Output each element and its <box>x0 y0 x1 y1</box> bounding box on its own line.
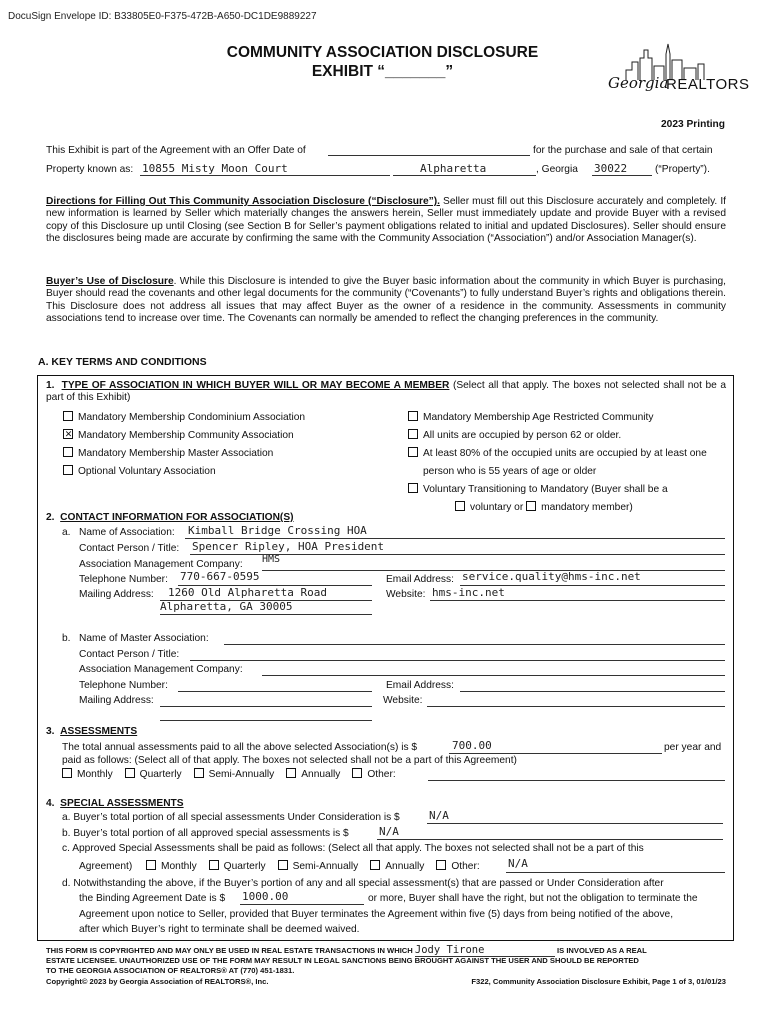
contact-value: Spencer Ripley, HOA President <box>192 540 385 553</box>
master-web-label: Website: <box>383 695 423 706</box>
mgmt-value: HMS <box>262 554 281 565</box>
checkbox-label: Quarterly <box>223 861 266 872</box>
city-line[interactable] <box>393 175 536 176</box>
item2-heading-block <box>46 512 294 523</box>
association-option-right-0[interactable] <box>408 412 653 423</box>
checkbox-icon[interactable] <box>408 411 418 421</box>
checkbox-icon[interactable] <box>63 411 73 421</box>
association-option-right-3[interactable] <box>408 484 668 495</box>
directions-paragraph <box>46 196 726 246</box>
association-option-left-1[interactable] <box>63 430 294 441</box>
assessment-amount-field[interactable] <box>449 753 662 754</box>
directions-heading: Directions for Filling Out This Community Association Disclosure (“Disclosure”). <box>46 196 440 207</box>
contact-label: Contact Person / Title: <box>79 543 180 554</box>
checkbox-label: Other: <box>451 861 480 872</box>
email-label: Email Address: <box>386 574 454 585</box>
web-field[interactable] <box>430 600 725 601</box>
checkbox-icon[interactable] <box>194 768 204 778</box>
offer-date-label: This Exhibit is part of the Agreement with an Offer Date of <box>46 145 306 156</box>
checkbox-label: Semi-Annually <box>292 861 359 872</box>
buyers-use-text: . While this Disclosure is intended to give the Buyer basic information about the community in which Buyer is purchasing, Buyer should read the covenants and other legal documents for the community (“Covenants”) to fully understand Buyer’s rights and obligations therein. This Disclosure does not address all issues that may affect Buyer as the owner of a residence in the community. Assessments in community associations tend to increase over time. The Covenants can normally be amended to reflect the changing preferences in the community. <box>46 276 727 325</box>
assessment-text: The total annual assessments paid to all the above selected Association(s) is $ <box>62 742 418 753</box>
per-year-text: per year and <box>664 742 722 753</box>
item4-heading-block <box>46 798 184 809</box>
special-d-text-1: d. Notwithstanding the above, if the Buyer’s portion of any and all special assessment(s) that are passed or Under Consideration after <box>62 878 664 889</box>
mail-field-2[interactable] <box>160 614 372 615</box>
special-option-1[interactable] <box>209 861 266 872</box>
special-option-2[interactable] <box>278 861 359 872</box>
checkbox-label: voluntary or <box>470 502 524 513</box>
email-value: service.quality@hms-inc.net <box>462 570 641 583</box>
assessment-paid-text: paid as follows: (Select all of that apply. The boxes not selected shall not be a part of this Agreement) <box>62 755 517 766</box>
directions-text: Seller must fill out this Disclosure accurately and completely. If new information is learned by Seller which materially changes the answers herein, Seller must immediately update and provide Buyer with a revised copy of this Disclosure up until Closing (see Section B for Seller’s payment obligations related to initial and updated Disclosures). Seller should ensure the disclosures being made are accurate by confirming the same with the Community Association (“Association”) and/or Association Manager(s). <box>46 196 726 245</box>
special-a-text: a. Buyer’s total portion of all special assessments Under Consideration is $ <box>62 812 400 823</box>
checkbox-icon[interactable] <box>62 768 72 778</box>
age-option-continuation: person who is 55 years of age or older <box>423 466 597 477</box>
checkbox-label: Semi-Annually <box>208 769 275 780</box>
special-option-0[interactable] <box>146 861 197 872</box>
checkbox-icon[interactable] <box>408 447 418 457</box>
item3-num: 3. <box>46 726 55 737</box>
assessment-other-field[interactable] <box>428 780 725 781</box>
master-name-field[interactable] <box>224 644 725 645</box>
assessment-option-3[interactable] <box>286 769 340 780</box>
assessment-option-2[interactable] <box>194 769 275 780</box>
page-title: COMMUNITY ASSOCIATION DISCLOSURE <box>226 44 539 61</box>
association-type-right-options <box>408 409 730 517</box>
master-mail-field-1[interactable] <box>160 706 372 707</box>
checkbox-label: Other: <box>367 769 396 780</box>
web-label: Website: <box>386 589 426 600</box>
association-option-left-3[interactable] <box>63 466 216 477</box>
special-d-text-3: Agreement upon notice to Seller, provided that Buyer terminates the Agreement within five (5) days from being notified of the above, <box>79 909 674 920</box>
special-b-field[interactable] <box>377 839 723 840</box>
checkbox-icon[interactable] <box>146 860 156 870</box>
voluntary-member-option[interactable] <box>455 502 523 513</box>
georgia-label: , Georgia <box>536 164 578 175</box>
association-option-right-2[interactable] <box>408 448 707 459</box>
association-type-left-options <box>63 409 305 481</box>
web-value: hms-inc.net <box>432 586 505 599</box>
property-suffix: (“Property”). <box>655 164 710 175</box>
checkbox-label: mandatory member) <box>541 502 633 513</box>
item3-heading-block <box>46 726 137 737</box>
item2a-letter: a. <box>62 527 71 538</box>
zip-value: 30022 <box>594 162 628 175</box>
purchase-text: for the purchase and sale of that certain <box>533 145 713 156</box>
mail-value-2: Alpharetta, GA 30005 <box>160 600 293 613</box>
special-b-text: b. Buyer’s total portion of all approved special assessments is $ <box>62 828 349 839</box>
property-address-value: 10855 Misty Moon Court <box>142 162 288 175</box>
master-mgmt-label: Association Management Company: <box>79 664 243 675</box>
item1-num: 1. <box>46 380 55 391</box>
phone-label: Telephone Number: <box>79 574 168 585</box>
checkbox-icon[interactable] <box>125 768 135 778</box>
special-c-agreement: Agreement) <box>79 861 133 872</box>
master-mail-field-2[interactable] <box>160 720 372 721</box>
checkbox-label: Voluntary Transitioning to Mandatory (Buyer shall be a <box>423 484 668 495</box>
footer-line3: TO THE GEORGIA ASSOCIATION OF REALTORS® AT (770) 451-1831. <box>46 966 295 975</box>
item2-num: 2. <box>46 512 55 523</box>
special-b-value: N/A <box>379 825 399 838</box>
item2-heading: CONTACT INFORMATION FOR ASSOCIATION(S) <box>60 512 294 523</box>
special-d-value: 1000.00 <box>242 890 289 903</box>
mgmt-label: Association Management Company: <box>79 559 243 570</box>
footer-copyright: Copyright© 2023 by Georgia Association of REALTORS®, Inc. <box>46 977 269 986</box>
checkbox-icon[interactable] <box>370 860 380 870</box>
checkbox-label: Mandatory Membership Master Association <box>78 448 274 459</box>
city-value: Alpharetta <box>420 162 487 175</box>
checkbox-label: Mandatory Membership Condominium Association <box>78 412 306 423</box>
footer-form-id: F322, Community Association Disclosure Exhibit, Page 1 of 3, 01/01/23 <box>471 977 726 986</box>
master-phone-field[interactable] <box>178 691 372 692</box>
association-option-right-1[interactable] <box>408 430 621 441</box>
master-mgmt-field[interactable] <box>262 675 725 676</box>
special-frequency-options <box>146 860 492 872</box>
master-contact-label: Contact Person / Title: <box>79 649 180 660</box>
special-d-text-2b: or more, Buyer shall have the right, but not the obligation to terminate the <box>368 893 698 904</box>
master-contact-field[interactable] <box>190 660 725 661</box>
special-d-text-2a: the Binding Agreement Date is $ <box>79 893 226 904</box>
checkbox-icon[interactable] <box>286 768 296 778</box>
item1-heading-block <box>46 380 726 405</box>
checkbox-label: Quarterly <box>139 769 182 780</box>
checkbox-icon[interactable] <box>278 860 288 870</box>
checkbox-label: At least 80% of the occupied units are occupied by at least one <box>423 448 707 459</box>
georgia-realtors-logo <box>606 40 750 100</box>
checkbox-icon[interactable] <box>408 483 418 493</box>
logo-realtors: REALTORS <box>666 76 750 93</box>
phone-value: 770-667-0595 <box>180 570 260 583</box>
section-a-heading: A. KEY TERMS AND CONDITIONS <box>38 356 207 368</box>
footer-line1b: IS INVOLVED AS A REAL <box>557 946 647 955</box>
item2b-letter: b. <box>62 633 71 644</box>
assoc-name-field[interactable] <box>185 538 725 539</box>
assessment-frequency-options <box>62 768 408 780</box>
footer-line2: ESTATE LICENSEE. UNAUTHORIZED USE OF THE FORM MAY RESULT IN LEGAL SANCTIONS BEING BROUGHT AGAINST THE USER AND SHOULD BE REPORTED <box>46 956 639 965</box>
buyers-use-heading: Buyer’s Use of Disclosure <box>46 276 174 287</box>
checkbox-label: Monthly <box>77 769 113 780</box>
footer-rule <box>37 940 734 941</box>
footer-line1a: THIS FORM IS COPYRIGHTED AND MAY ONLY BE USED IN REAL ESTATE TRANSACTIONS IN WHICH <box>46 946 413 955</box>
exhibit-title: EXHIBIT “_______” <box>311 63 454 80</box>
master-phone-label: Telephone Number: <box>79 680 168 691</box>
mandatory-member-option[interactable] <box>526 502 633 513</box>
logo-georgia: Georgia <box>608 74 669 92</box>
mail-value-1: 1260 Old Alpharetta Road <box>168 586 327 599</box>
assessment-option-0[interactable] <box>62 769 113 780</box>
special-option-3[interactable] <box>370 861 424 872</box>
item4-heading: SPECIAL ASSESSMENTS <box>60 798 184 809</box>
item1-heading: TYPE OF ASSOCIATION IN WHICH BUYER WILL OR MAY BECOME A MEMBER <box>61 380 450 391</box>
offer-date-field[interactable] <box>328 155 530 156</box>
item1-note: (Select all that apply. The boxes not selected shall not be a part of this Exhibit) <box>46 380 727 404</box>
master-mail-label: Mailing Address: <box>79 695 154 706</box>
checkbox-icon[interactable] <box>63 429 73 439</box>
special-d-text-4: after which Buyer’s right to terminate shall be deemed waived. <box>79 924 360 935</box>
checkbox-label: Monthly <box>161 861 197 872</box>
assoc-name-value: Kimball Bridge Crossing HOA <box>188 524 367 537</box>
checkbox-icon[interactable] <box>63 465 73 475</box>
special-other-value: N/A <box>508 857 528 870</box>
checkbox-icon[interactable] <box>436 860 446 870</box>
master-web-field[interactable] <box>427 706 725 707</box>
checkbox-icon[interactable] <box>63 447 73 457</box>
special-a-field[interactable] <box>427 823 723 824</box>
checkbox-icon[interactable] <box>408 429 418 439</box>
assoc-name-label: Name of Association: <box>79 527 175 538</box>
checkbox-icon[interactable] <box>526 501 536 511</box>
property-address-line[interactable] <box>140 175 390 176</box>
assessment-option-4[interactable] <box>352 769 395 780</box>
assessment-option-1[interactable] <box>125 769 182 780</box>
master-email-label: Email Address: <box>386 680 454 691</box>
checkbox-label: Optional Voluntary Association <box>78 466 216 477</box>
special-a-value: N/A <box>429 809 449 822</box>
checkbox-icon[interactable] <box>455 501 465 511</box>
mail-label: Mailing Address: <box>79 589 154 600</box>
assessment-amount-value: 700.00 <box>452 739 492 752</box>
licensee-name: Jody Tirone <box>415 944 555 957</box>
item3-heading: ASSESSMENTS <box>60 726 138 737</box>
checkbox-label: All units are occupied by person 62 or older. <box>423 430 622 441</box>
association-option-left-0[interactable] <box>63 412 305 423</box>
master-email-field[interactable] <box>460 691 725 692</box>
checkbox-icon[interactable] <box>352 768 362 778</box>
item4-num: 4. <box>46 798 55 809</box>
association-option-left-2[interactable] <box>63 448 273 459</box>
printing-year: 2023 Printing <box>661 119 725 130</box>
property-label: Property known as: <box>46 164 134 175</box>
special-d-field[interactable] <box>240 904 364 905</box>
checkbox-label: Mandatory Membership Community Association <box>78 430 294 441</box>
buyers-use-paragraph <box>46 276 726 326</box>
special-c-text: c. Approved Special Assessments shall be paid as follows: (Select all that apply. The boxes not selected shall not be a part of this <box>62 843 644 854</box>
special-option-4[interactable] <box>436 861 479 872</box>
master-name-label: Name of Master Association: <box>79 633 209 644</box>
checkbox-label: Annually <box>301 769 341 780</box>
zip-line[interactable] <box>592 175 652 176</box>
checkbox-label: Mandatory Membership Age Restricted Community <box>423 412 654 423</box>
checkbox-label: Annually <box>385 861 425 872</box>
special-other-field[interactable] <box>506 872 725 873</box>
checkbox-icon[interactable] <box>209 860 219 870</box>
envelope-id: DocuSign Envelope ID: B33805E0-F375-472B-A650-DC1DE9889227 <box>8 11 317 22</box>
